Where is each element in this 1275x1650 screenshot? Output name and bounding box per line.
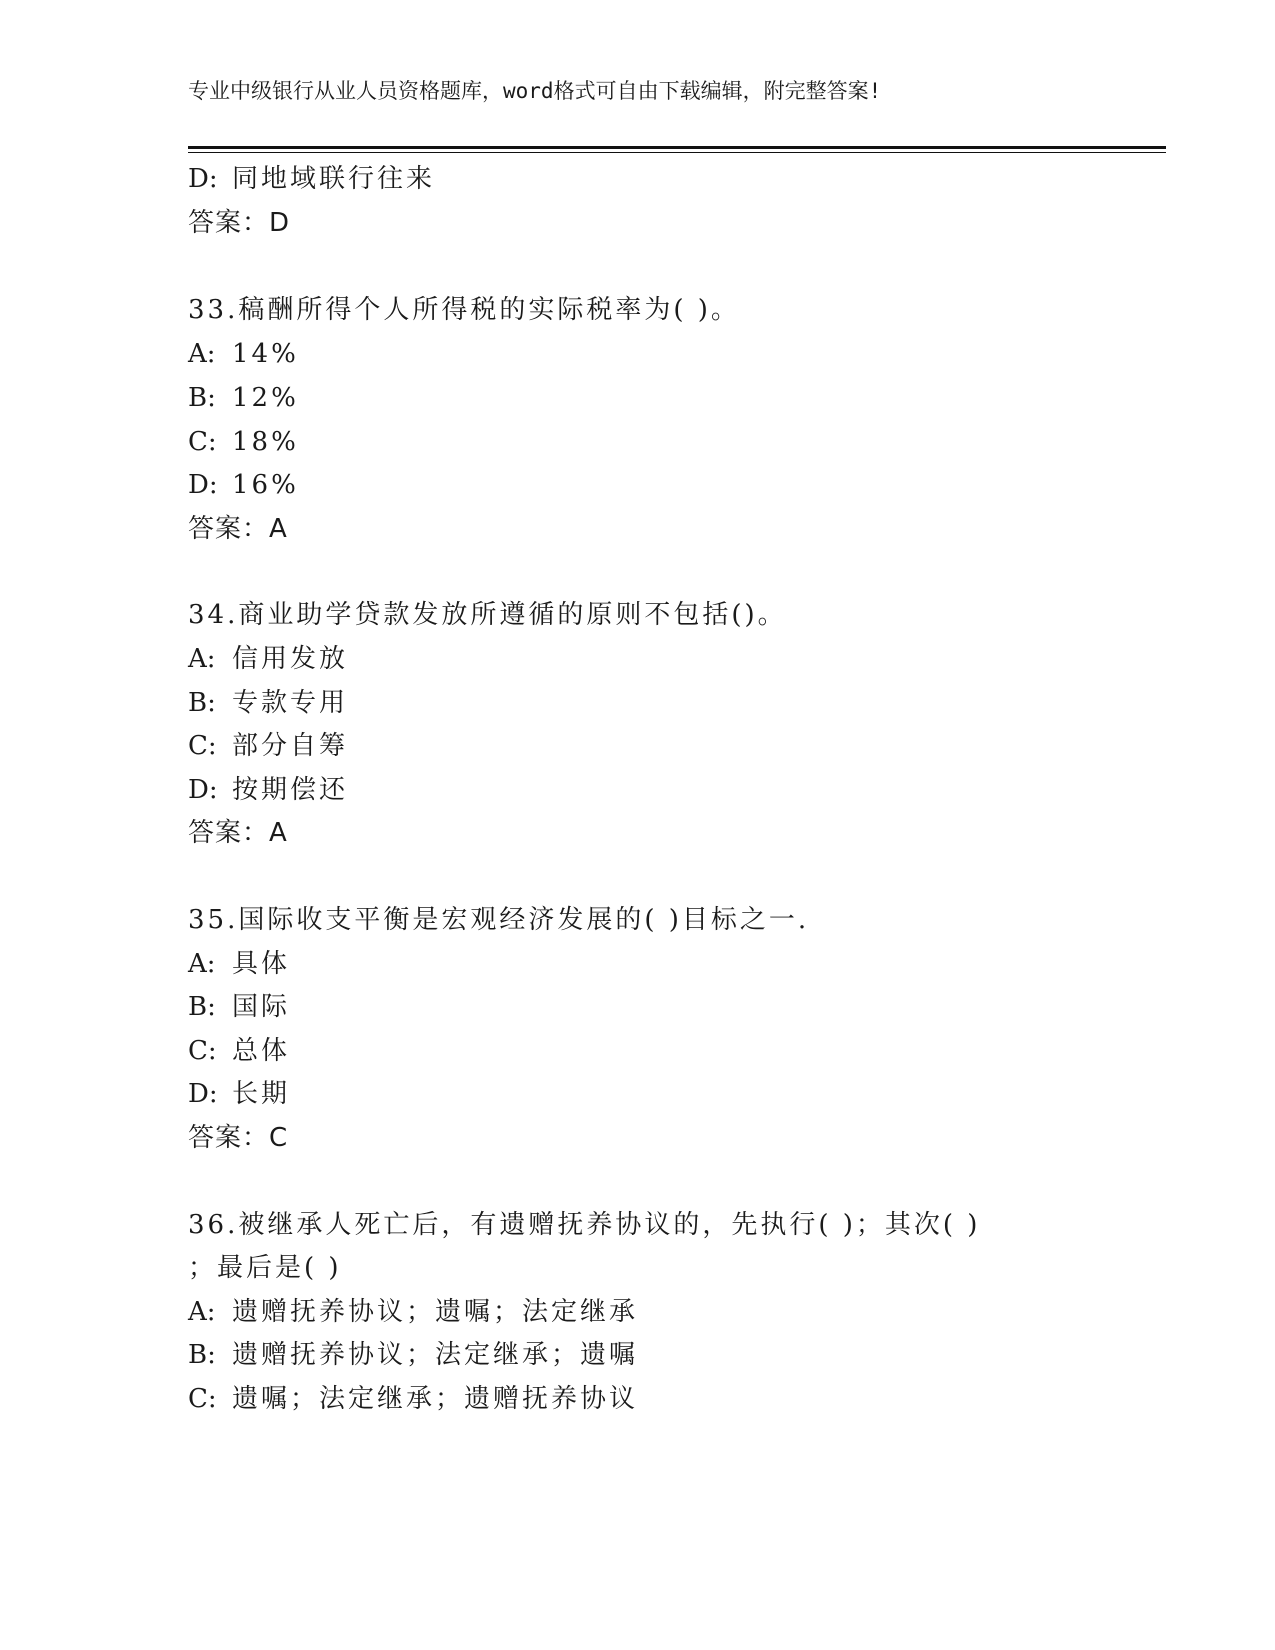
option-line xyxy=(188,381,299,415)
option-text: 部分自筹 xyxy=(232,731,349,761)
option-label: D: xyxy=(188,164,218,194)
option-label: B: xyxy=(188,383,216,413)
option-label: B: xyxy=(188,992,216,1022)
option-text: 信用发放 xyxy=(232,644,349,674)
option-line xyxy=(188,337,299,371)
option-text: 总体 xyxy=(232,1036,291,1066)
option-label: A: xyxy=(188,1297,216,1327)
option-label: A: xyxy=(188,949,216,979)
option-text: 14% xyxy=(232,339,299,369)
question-stem: 34.商业助学贷款发放所遵循的原则不包括()。 xyxy=(188,600,787,630)
answer-line: 答案：D xyxy=(188,208,291,238)
option-line xyxy=(188,1382,638,1416)
option-line xyxy=(188,162,435,196)
header-rule-thick xyxy=(188,146,1166,149)
question-stem: 36.被继承人死亡后，有遗赠抚养协议的，先执行( )；其次( ) xyxy=(188,1210,981,1240)
option-text: 遗赠抚养协议；遗嘱；法定继承 xyxy=(232,1297,639,1327)
header-rule-thin xyxy=(188,152,1166,153)
page-header: 专业中级银行从业人员资格题库，word格式可自由下载编辑，附完整答案! xyxy=(188,79,882,103)
option-label: C: xyxy=(188,427,217,457)
option-line xyxy=(188,1338,638,1372)
option-text: 具体 xyxy=(232,949,291,979)
option-text: 同地域联行往来 xyxy=(232,164,436,194)
option-label: D: xyxy=(188,1079,218,1109)
option-line xyxy=(188,1034,290,1068)
option-text: 18% xyxy=(232,427,299,457)
option-label: D: xyxy=(188,470,218,500)
option-line xyxy=(188,425,299,459)
option-line xyxy=(188,686,348,720)
answer-line: 答案：A xyxy=(188,514,288,544)
option-text: 遗赠抚养协议；法定继承；遗嘱 xyxy=(232,1340,639,1370)
option-text: 按期偿还 xyxy=(232,775,349,805)
option-line xyxy=(188,729,348,763)
option-line xyxy=(188,468,299,502)
option-text: 12% xyxy=(232,383,299,413)
option-label: B: xyxy=(188,1340,216,1370)
option-line xyxy=(188,642,348,676)
question-stem-continued: ；最后是( ) xyxy=(188,1253,342,1283)
option-label: B: xyxy=(188,688,216,718)
option-label: C: xyxy=(188,731,217,761)
option-line xyxy=(188,990,290,1024)
question-stem: 33.稿酬所得个人所得税的实际税率为( )。 xyxy=(188,295,740,325)
option-label: C: xyxy=(188,1036,217,1066)
option-text: 16% xyxy=(232,470,299,500)
answer-line: 答案：A xyxy=(188,818,288,848)
option-line xyxy=(188,1077,290,1111)
option-text: 长期 xyxy=(232,1079,291,1109)
option-label: A: xyxy=(188,644,216,674)
question-stem: 35.国际收支平衡是宏观经济发展的( )目标之一. xyxy=(188,905,810,935)
option-line xyxy=(188,773,348,807)
option-label: C: xyxy=(188,1384,217,1414)
option-text: 国际 xyxy=(232,992,291,1022)
option-label: A: xyxy=(188,339,216,369)
option-line xyxy=(188,1295,638,1329)
option-text: 专款专用 xyxy=(232,688,349,718)
option-text: 遗嘱；法定继承；遗赠抚养协议 xyxy=(232,1384,639,1414)
option-label: D: xyxy=(188,775,218,805)
answer-line: 答案：C xyxy=(188,1123,289,1153)
option-line xyxy=(188,947,290,981)
